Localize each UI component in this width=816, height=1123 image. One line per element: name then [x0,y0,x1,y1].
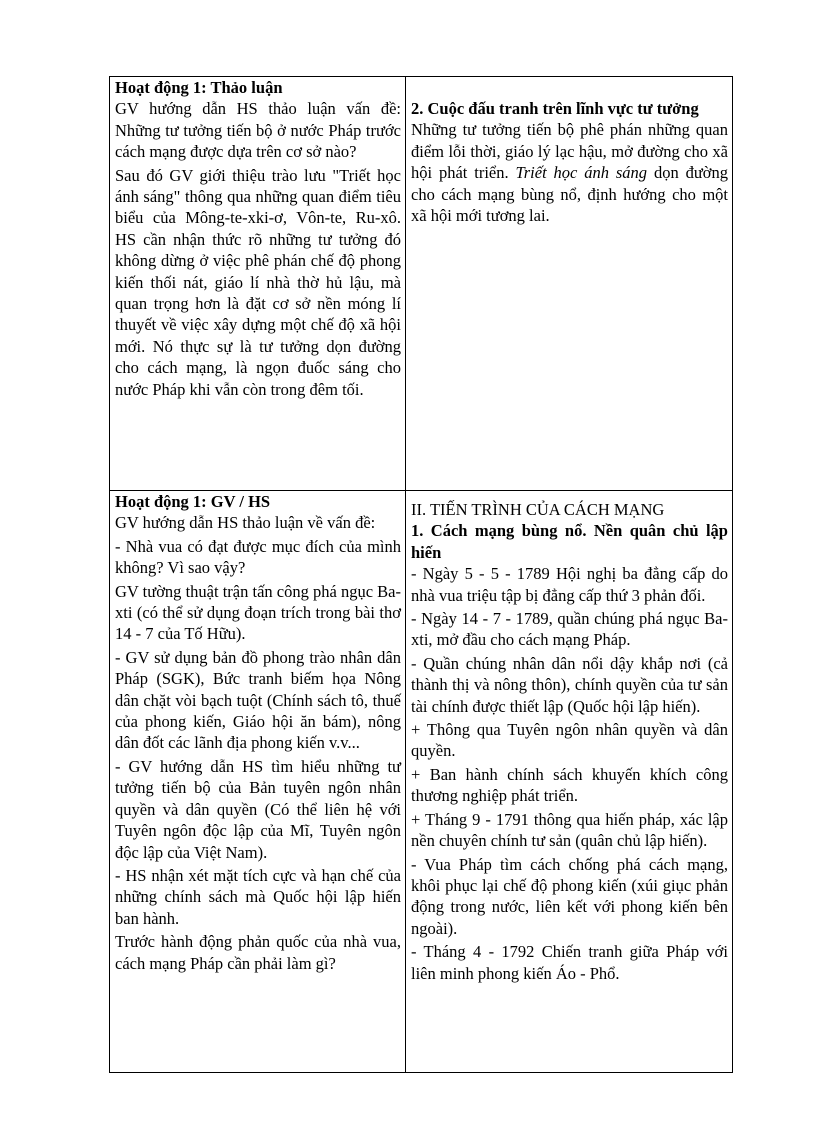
content-cell [406,77,733,491]
activity-cell [110,491,406,1073]
activity-cell [110,77,406,491]
content-text: + Thông qua Tuyên ngôn nhân quyền và dân quyền. [411,720,728,761]
content-text: - Vua Pháp tìm cách chống phá cách mạng, khôi phục lại chế độ phong kiến (xúi giục phản động trong nước, liên kết với phong kiến bên ngoài). [411,854,728,938]
activity-text: Trước hành động phản quốc của nhà vua, cách mạng Pháp cần phải làm gì? [115,932,401,973]
lesson-table [109,76,733,1073]
content-text: + Tháng 9 - 1791 thông qua hiến pháp, xác lập nền chuyên chính tư sản (quân chủ lập hiến). [411,809,728,851]
activity-heading: Hoạt động 1: GV / HS [115,492,271,511]
content-text: + Ban hành chính sách khuyến khích công thương nghiệp phát triển. [411,764,728,806]
content-title: 1. Cách mạng bùng nổ. Nền quân chủ lập hiến [411,521,728,562]
content-text: - Ngày 5 - 5 - 1789 Hội nghị ba đẳng cấp do nhà vua triệu tập bị đẳng cấp thứ 3 phản đối. [411,564,728,605]
content-text: - Quần chúng nhân dân nổi dậy khắp nơi (cả thành thị và nông thôn), chính quyền của tư sản tài chính được thiết lập (Quốc hội lập hiến). [411,653,728,716]
activity-text: GV hướng dẫn HS thảo luận vấn đề: Những tư tưởng tiến bộ ở nước Pháp trước cách mạng được dựa trên cơ sở nào? [115,99,401,162]
table-row [110,491,733,1073]
content-cell [406,491,733,1073]
activity-text: - Nhà vua có đạt được mục đích của mình không? Vì sao vậy? [115,536,401,578]
content-text [411,119,728,226]
content-text-part: Những tư tưởng tiến bộ phê phán những quan điểm lỗi thời, giáo lý lạc hậu, mở đường cho xã hội phát triển. [411,120,728,183]
content-text-part: dọn đường cho cách mạng bùng nổ, định hướng cho một xã hội mới tương lai. [411,163,728,226]
content-text: - Ngày 14 - 7 - 1789, quần chúng phá ngục Ba-xti, mở đầu cho cách mạng Pháp. [411,609,728,650]
section-heading: II. TIẾN TRÌNH CỦA CÁCH MẠNG [411,500,665,519]
activity-text: GV tường thuật trận tấn công phá ngục Ba-xti (có thể sử dụng đoạn trích trong bài thơ 14 - 7 của Tố Hữu). [115,581,401,644]
activity-text: GV hướng dẫn HS thảo luận về vấn đề: [115,513,376,533]
activity-text: - HS nhận xét mặt tích cực và hạn chế của những chính sách mà Quốc hội lập hiến ban hành. [115,865,401,928]
activity-heading: Hoạt động 1: Thảo luận [115,78,283,97]
table-row [110,77,733,491]
activity-text: - GV sử dụng bản đồ phong trào nhân dân Pháp (SGK), Bức tranh biếm họa Nông dân chặt vòi bạch tuột (Chính sách tô, thuế của phong kiến, Giáo hội ăn bám), nông dân đốt các lãnh địa phong kiến v.v... [115,647,401,753]
activity-text: Sau đó GV giới thiệu trào lưu "Triết học ánh sáng" thông qua những quan điểm tiêu biểu của Mông-te-xki-ơ, Vôn-te, Ru-xô. HS cần nhận thức rõ những tư tưởng đó không dừng ở việc phê phán chế độ phong kiến thối nát, giáo lí nhà thờ hủ lậu, mà quan trọng hơn là đặt cơ sở nền móng lí thuyết về việc xây dựng một chế độ xã hội mới. Nó thực sự là tư tưởng dọn đường cho cách mạng, là ngọn đuốc sáng cho nước Pháp khi vẫn còn trong đêm tối. [115,165,401,399]
content-text: - Tháng 4 - 1792 Chiến tranh giữa Pháp với liên minh phong kiến Áo - Phổ. [411,942,728,983]
content-text-italic: Triết học ánh sáng [515,163,648,183]
content-title: 2. Cuộc đấu tranh trên lĩnh vực tư tưởng [411,99,699,118]
activity-text: - GV hướng dẫn HS tìm hiểu những tư tưởng tiến bộ của Bản tuyên ngôn nhân quyền và dân quyền (Có thể liên hệ với Tuyên ngôn độc lập của Mĩ, Tuyên ngôn độc lập của Việt Nam). [115,756,401,862]
